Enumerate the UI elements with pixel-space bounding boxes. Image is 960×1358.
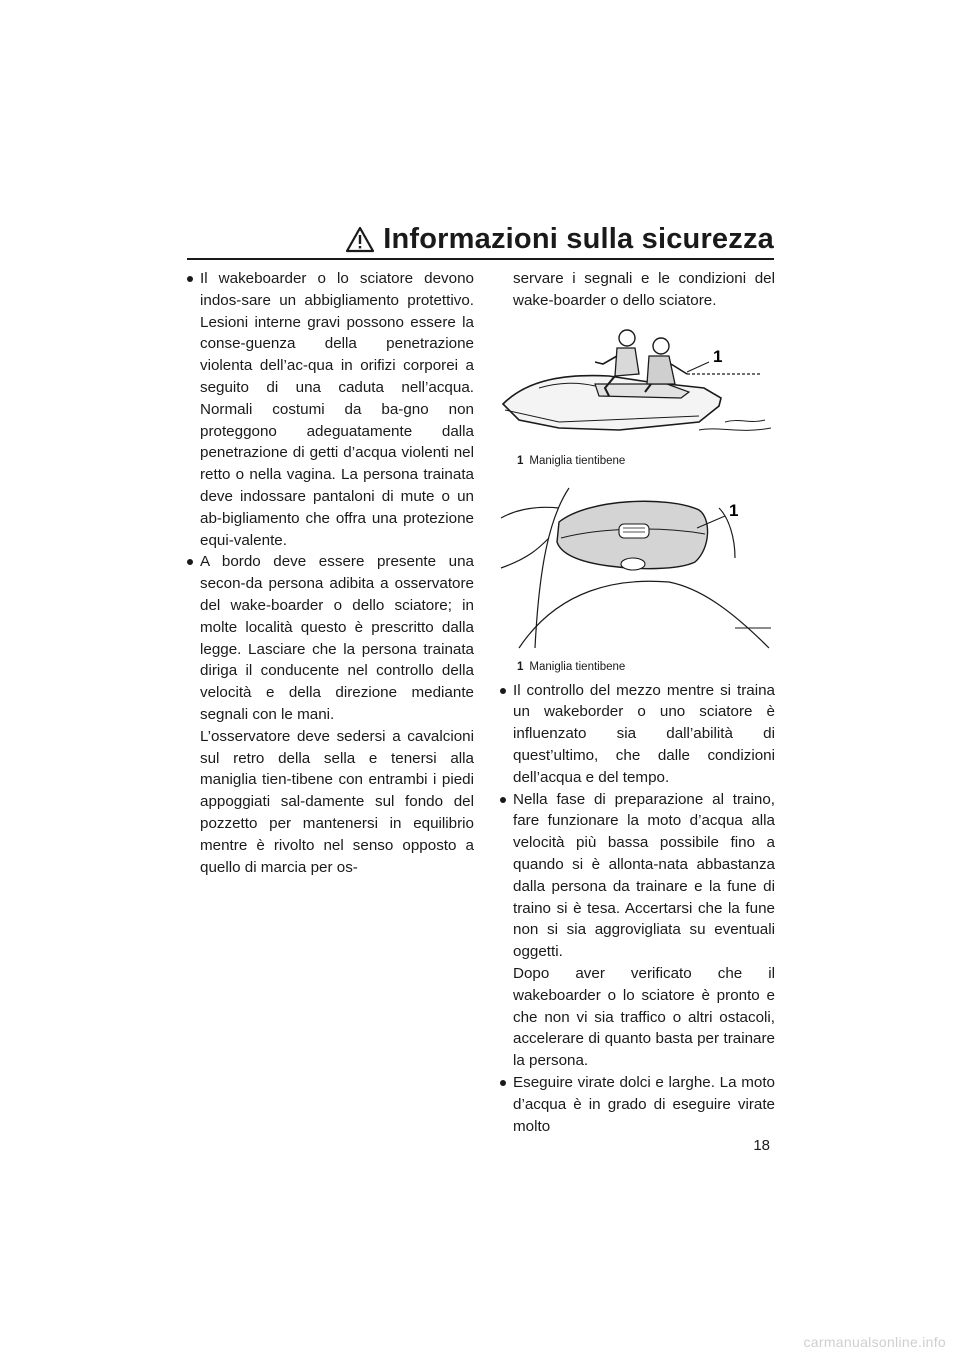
caption-text: Maniglia tientibene xyxy=(529,660,626,673)
caption-number: 1 xyxy=(517,454,524,467)
grab-handle-illustration xyxy=(499,478,775,658)
caption-number: 1 xyxy=(517,660,524,673)
figure-caption xyxy=(517,454,775,468)
right-column xyxy=(499,268,775,1137)
page-number: 18 xyxy=(753,1137,770,1154)
bullet-protective-clothing: Il wakeboarder o lo sciatore devono indos-sare un abbigliamento protettivo. Lesioni interne gravi possono essere la conse-guenza della penetrazione violenta dell’ac-qua in orifizi corporei a seguito di una caduta nell’acqua. Normali costumi da ba-gno non proteggono adeguatamente dalla penetrazione di getti d’acqua violenti nel retto o nella vagina. La persona trainata deve indossare pantaloni di mute o un ab-bigliamento che offra una protezione equi-valente. xyxy=(186,268,474,551)
bullet-observer: A bordo deve essere presente una secon-da persona adibita a osservatore del wake-boarder o dello sciatore; in molte località questo è prescritto dalla legge. Lasciare che la persona trainata diriga il conducente nel controllo della velocità e della direzione mediante segnali con le mani. xyxy=(186,551,474,725)
bullet-preparation: Nella fase di preparazione al traino, fare funzionare la moto d’acqua alla velocità più bassa possibile fino a quando si è allonta-nata abbastanza dalla persona da trainare e la fune di traino si è tesa. Accertarsi che la fune non si sia aggrovigliata su eventuali oggetti. xyxy=(499,789,775,963)
bullet-turns: Eseguire virate dolci e larghe. La moto d’acqua è in grado di eseguire virate molto xyxy=(499,1072,775,1137)
figure-grab-handle xyxy=(499,478,775,674)
warning-triangle-icon xyxy=(345,226,375,253)
figure-caption xyxy=(517,660,775,674)
watercraft-illustration xyxy=(499,326,775,452)
figure-watercraft-riders xyxy=(499,326,775,468)
continued-text: servare i segnali e le condizioni del wake-boarder o dello sciatore. xyxy=(513,270,775,309)
watermark: carmanualsonline.info xyxy=(803,1334,946,1350)
acceleration-instructions: Dopo aver verificato che il wakeboarder o lo sciatore è pronto e che non vi sia traffico o altri ostacoli, accelerare di quanto basta per trainare la persona. xyxy=(513,964,775,1070)
page-header xyxy=(187,222,774,260)
callout-number: 1 xyxy=(729,500,739,520)
page-title: Informazioni sulla sicurezza xyxy=(383,223,774,255)
callout-number: 1 xyxy=(713,346,723,366)
caption-text: Maniglia tientibene xyxy=(529,454,626,467)
observer-instructions: L’osservatore deve sedersi a cavalcioni sul retro della sella e tenersi alla maniglia tien-tibene con entrambi i piedi appoggiati sal-damente sul fondo del pozzetto per mantenersi in equilibrio mentre è rivolto nel senso opposto a quello di marcia per os- xyxy=(200,727,474,876)
left-column xyxy=(186,268,474,878)
bullet-control: Il controllo del mezzo mentre si traina un wakeborder o uno sciatore è influenzato sia dall’abilità di quest’ultimo, che dalle condizioni dell’acqua e del tempo. xyxy=(499,680,775,789)
